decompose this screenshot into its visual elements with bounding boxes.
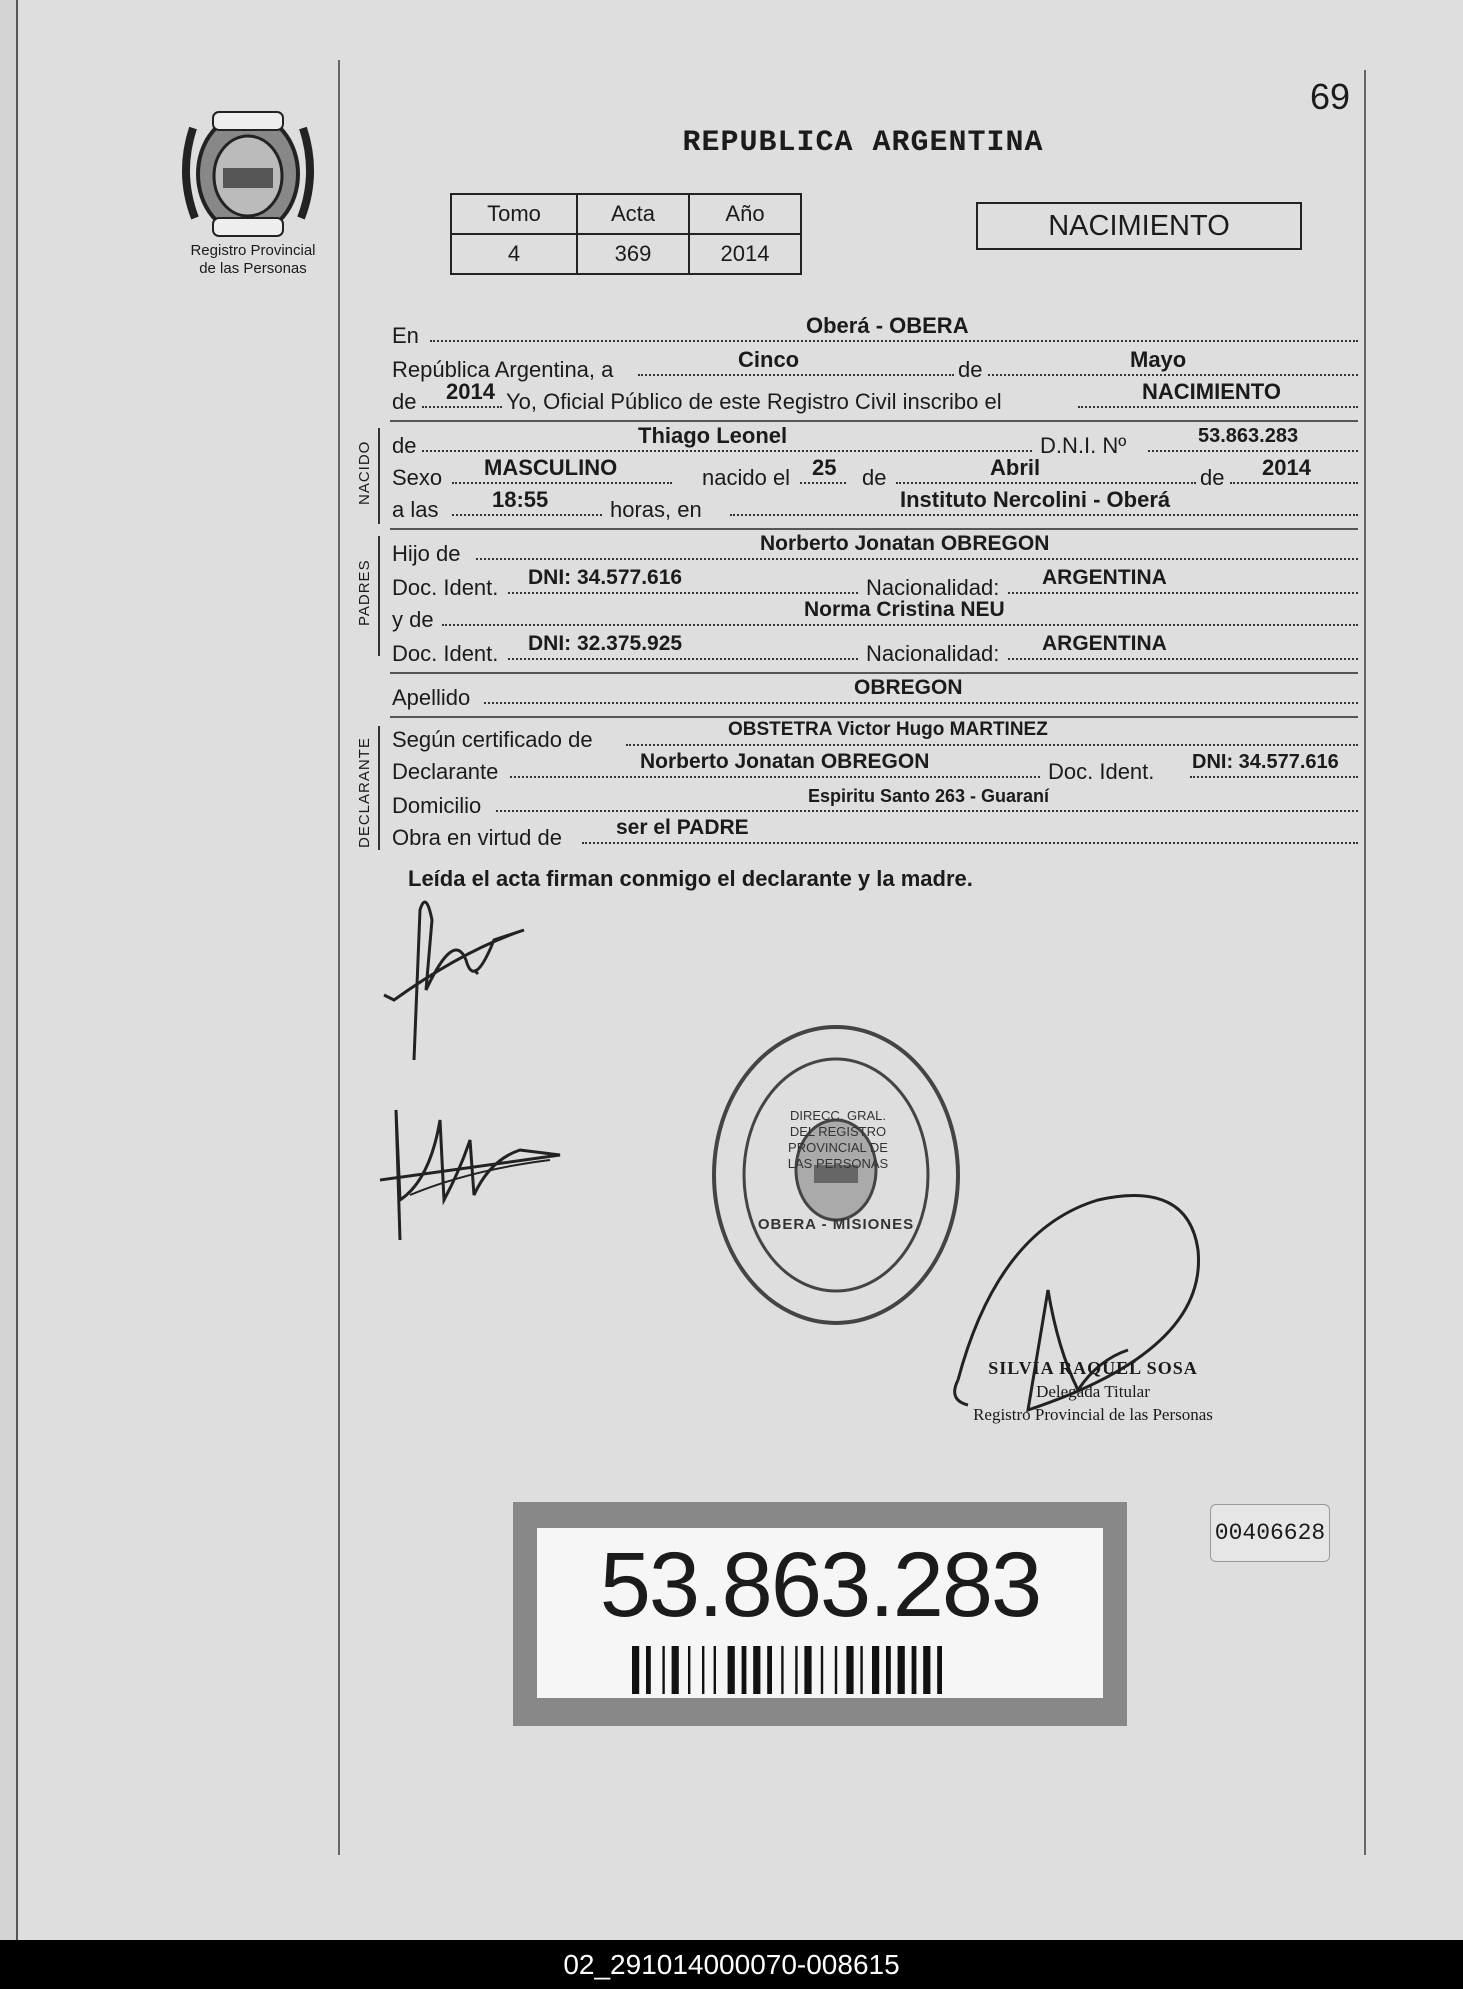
value-birth-year: 2014 — [1262, 455, 1311, 480]
label-apellido: Apellido — [392, 685, 471, 710]
barcode-bar — [688, 1646, 690, 1694]
barcode-bar — [632, 1646, 639, 1694]
registry-header-acta: Acta — [577, 194, 689, 234]
value-certificado: OBSTETRA Victor Hugo MARTINEZ — [728, 719, 1048, 740]
barcode-bar — [898, 1646, 905, 1694]
barcode-bar — [835, 1646, 837, 1694]
closing-statement: Leída el acta firman conmigo el declarante y la madre. — [408, 866, 973, 891]
label-obra-en-virtud: Obra en virtud de — [392, 825, 562, 850]
barcode-bar — [728, 1646, 735, 1694]
barcode-bar — [753, 1646, 760, 1694]
section-label-nacido: NACIDO — [356, 440, 373, 505]
label-de: de — [958, 357, 983, 382]
section-label-declarante: DECLARANTE — [356, 737, 373, 848]
label-republica: República Argentina, a — [392, 357, 614, 382]
barcode-bar — [872, 1646, 879, 1694]
barcode-bars — [632, 1646, 1008, 1694]
document-title: REPUBLICA ARGENTINA — [682, 126, 1044, 160]
registry-header-anio: Año — [689, 194, 801, 234]
barcode-number: 53.863.283 — [599, 1534, 1041, 1636]
value-apellido: OBREGON — [854, 676, 963, 699]
stamp-text: DIRECC. GRAL. DEL REGISTRO PROVINCIAL DE LAS PERSONAS — [787, 1108, 889, 1171]
label-domicilio: Domicilio — [392, 793, 482, 818]
value-father-doc: DNI: 34.577.616 — [528, 566, 683, 589]
value-child-name: Thiago Leonel — [638, 423, 788, 448]
section-bracket — [378, 428, 380, 524]
official-block — [963, 1357, 1223, 1426]
barcode-bar — [767, 1646, 772, 1694]
row-hora — [392, 487, 1358, 526]
barcode-bar — [937, 1646, 942, 1694]
value-month: Mayo — [1130, 347, 1187, 372]
barcode-bar — [702, 1646, 704, 1694]
section-label-padres: PADRES — [356, 559, 373, 626]
registry-table — [450, 193, 802, 275]
row-obra — [392, 816, 1358, 854]
value-birth-place: Instituto Nercolini - Oberá — [900, 487, 1171, 512]
value-declarante: Norberto Jonatan OBREGON — [640, 750, 930, 773]
left-margin-line — [338, 60, 340, 1855]
official-office: Registro Provincial de las Personas — [973, 1405, 1213, 1424]
label-de: de — [862, 465, 887, 490]
registry-value-anio: 2014 — [689, 234, 801, 274]
label-en: En — [392, 323, 419, 348]
barcode-bar — [886, 1646, 891, 1694]
label-doc-ident: Doc. Ident. — [392, 641, 499, 666]
institution-caption: Registro Provincial de las Personas — [190, 242, 316, 277]
value-birth-day: 25 — [812, 455, 837, 480]
official-stamp — [706, 1020, 966, 1330]
value-declarante-doc: DNI: 34.577.616 — [1192, 751, 1339, 773]
row-year — [392, 379, 1358, 418]
registrar-signature — [928, 1190, 1228, 1470]
label-nacionalidad: Nacionalidad: — [866, 641, 1000, 666]
section-bracket — [378, 536, 380, 656]
registry-value-tomo: 4 — [451, 234, 577, 274]
value-sexo: MASCULINO — [484, 455, 618, 480]
barcode-bar — [795, 1646, 797, 1694]
value-child-dni: 53.863.283 — [1198, 425, 1299, 447]
official-role: Delegada Titular — [1036, 1382, 1150, 1401]
label-doc-ident: Doc. Ident. — [1048, 759, 1155, 784]
province-seal-logo — [173, 108, 323, 240]
barcode-bar — [742, 1646, 747, 1694]
label-nacido-el: nacido el — [702, 465, 791, 490]
label-declarante: Declarante — [392, 759, 499, 784]
barcode-bar — [804, 1646, 811, 1694]
barcode-bar — [923, 1646, 930, 1694]
value-domicilio: Espiritu Santo 263 - Guaraní — [808, 786, 1050, 806]
barcode-bar — [821, 1646, 823, 1694]
value-obra: ser el PADRE — [616, 816, 749, 839]
registry-header-tomo: Tomo — [451, 194, 577, 234]
label-y-de: y de — [392, 607, 434, 632]
file-identifier: 02_291014000070-008615 — [0, 1940, 1463, 1989]
label-sexo: Sexo — [392, 465, 443, 490]
barcode-bar — [846, 1646, 853, 1694]
page-number: 69 — [1310, 76, 1351, 117]
section-bracket — [378, 726, 380, 850]
value-day: Cinco — [738, 347, 800, 372]
barcode-bar — [781, 1646, 783, 1694]
row-apellido — [392, 676, 1358, 714]
barcode-inner — [537, 1528, 1103, 1698]
row-domicilio — [392, 786, 1358, 822]
label-a-las: a las — [392, 497, 439, 522]
registry-value-acta: 369 — [577, 234, 689, 274]
label-hijo-de: Hijo de — [392, 541, 461, 566]
official-name: SILVIA RAQUEL SOSA — [988, 1358, 1198, 1378]
document-type-box: NACIMIENTO — [976, 202, 1302, 250]
label-doc-ident: Doc. Ident. — [392, 575, 499, 600]
label-inscribo: Yo, Oficial Público de este Registro Civil inscribo el — [506, 389, 1002, 414]
value-father-name: Norberto Jonatan OBREGON — [760, 532, 1050, 555]
right-margin-line — [1364, 70, 1366, 1855]
barcode-bar — [714, 1646, 716, 1694]
value-father-nationality: ARGENTINA — [1042, 566, 1167, 589]
value-time: 18:55 — [492, 487, 549, 512]
value-mother-doc: DNI: 32.375.925 — [528, 632, 683, 655]
value-mother-nationality: ARGENTINA — [1042, 632, 1167, 655]
value-place: Oberá - OBERA — [806, 313, 969, 338]
barcode-bar — [860, 1646, 862, 1694]
label-dni: D.N.I. Nº — [1040, 433, 1127, 458]
barcode-bar — [912, 1646, 917, 1694]
barcode-label — [513, 1502, 1127, 1726]
barcode-bar — [672, 1646, 679, 1694]
label-nacionalidad: Nacionalidad: — [866, 575, 1000, 600]
stamp-inner-text: OBERA - MISIONES — [757, 1216, 915, 1233]
label-segun-certificado: Según certificado de — [392, 727, 593, 752]
barcode-bar — [662, 1646, 664, 1694]
label-de: de — [1200, 465, 1225, 490]
label-de2: de — [392, 389, 417, 414]
value-year: 2014 — [446, 379, 495, 404]
declarant-signature — [374, 880, 534, 1070]
value-mother-name: Norma Cristina NEU — [804, 598, 1005, 621]
label-horas-en: horas, en — [610, 497, 702, 522]
serial-number: 00406628 — [1210, 1504, 1330, 1562]
barcode-bar — [646, 1646, 651, 1694]
row-en — [392, 313, 1358, 352]
certificate-page — [16, 0, 1463, 1940]
mother-signature — [370, 1100, 570, 1250]
label-de: de — [392, 433, 417, 458]
value-act-type: NACIMIENTO — [1142, 379, 1281, 404]
value-birth-month: Abril — [990, 455, 1041, 480]
row-mother-doc — [392, 632, 1358, 670]
